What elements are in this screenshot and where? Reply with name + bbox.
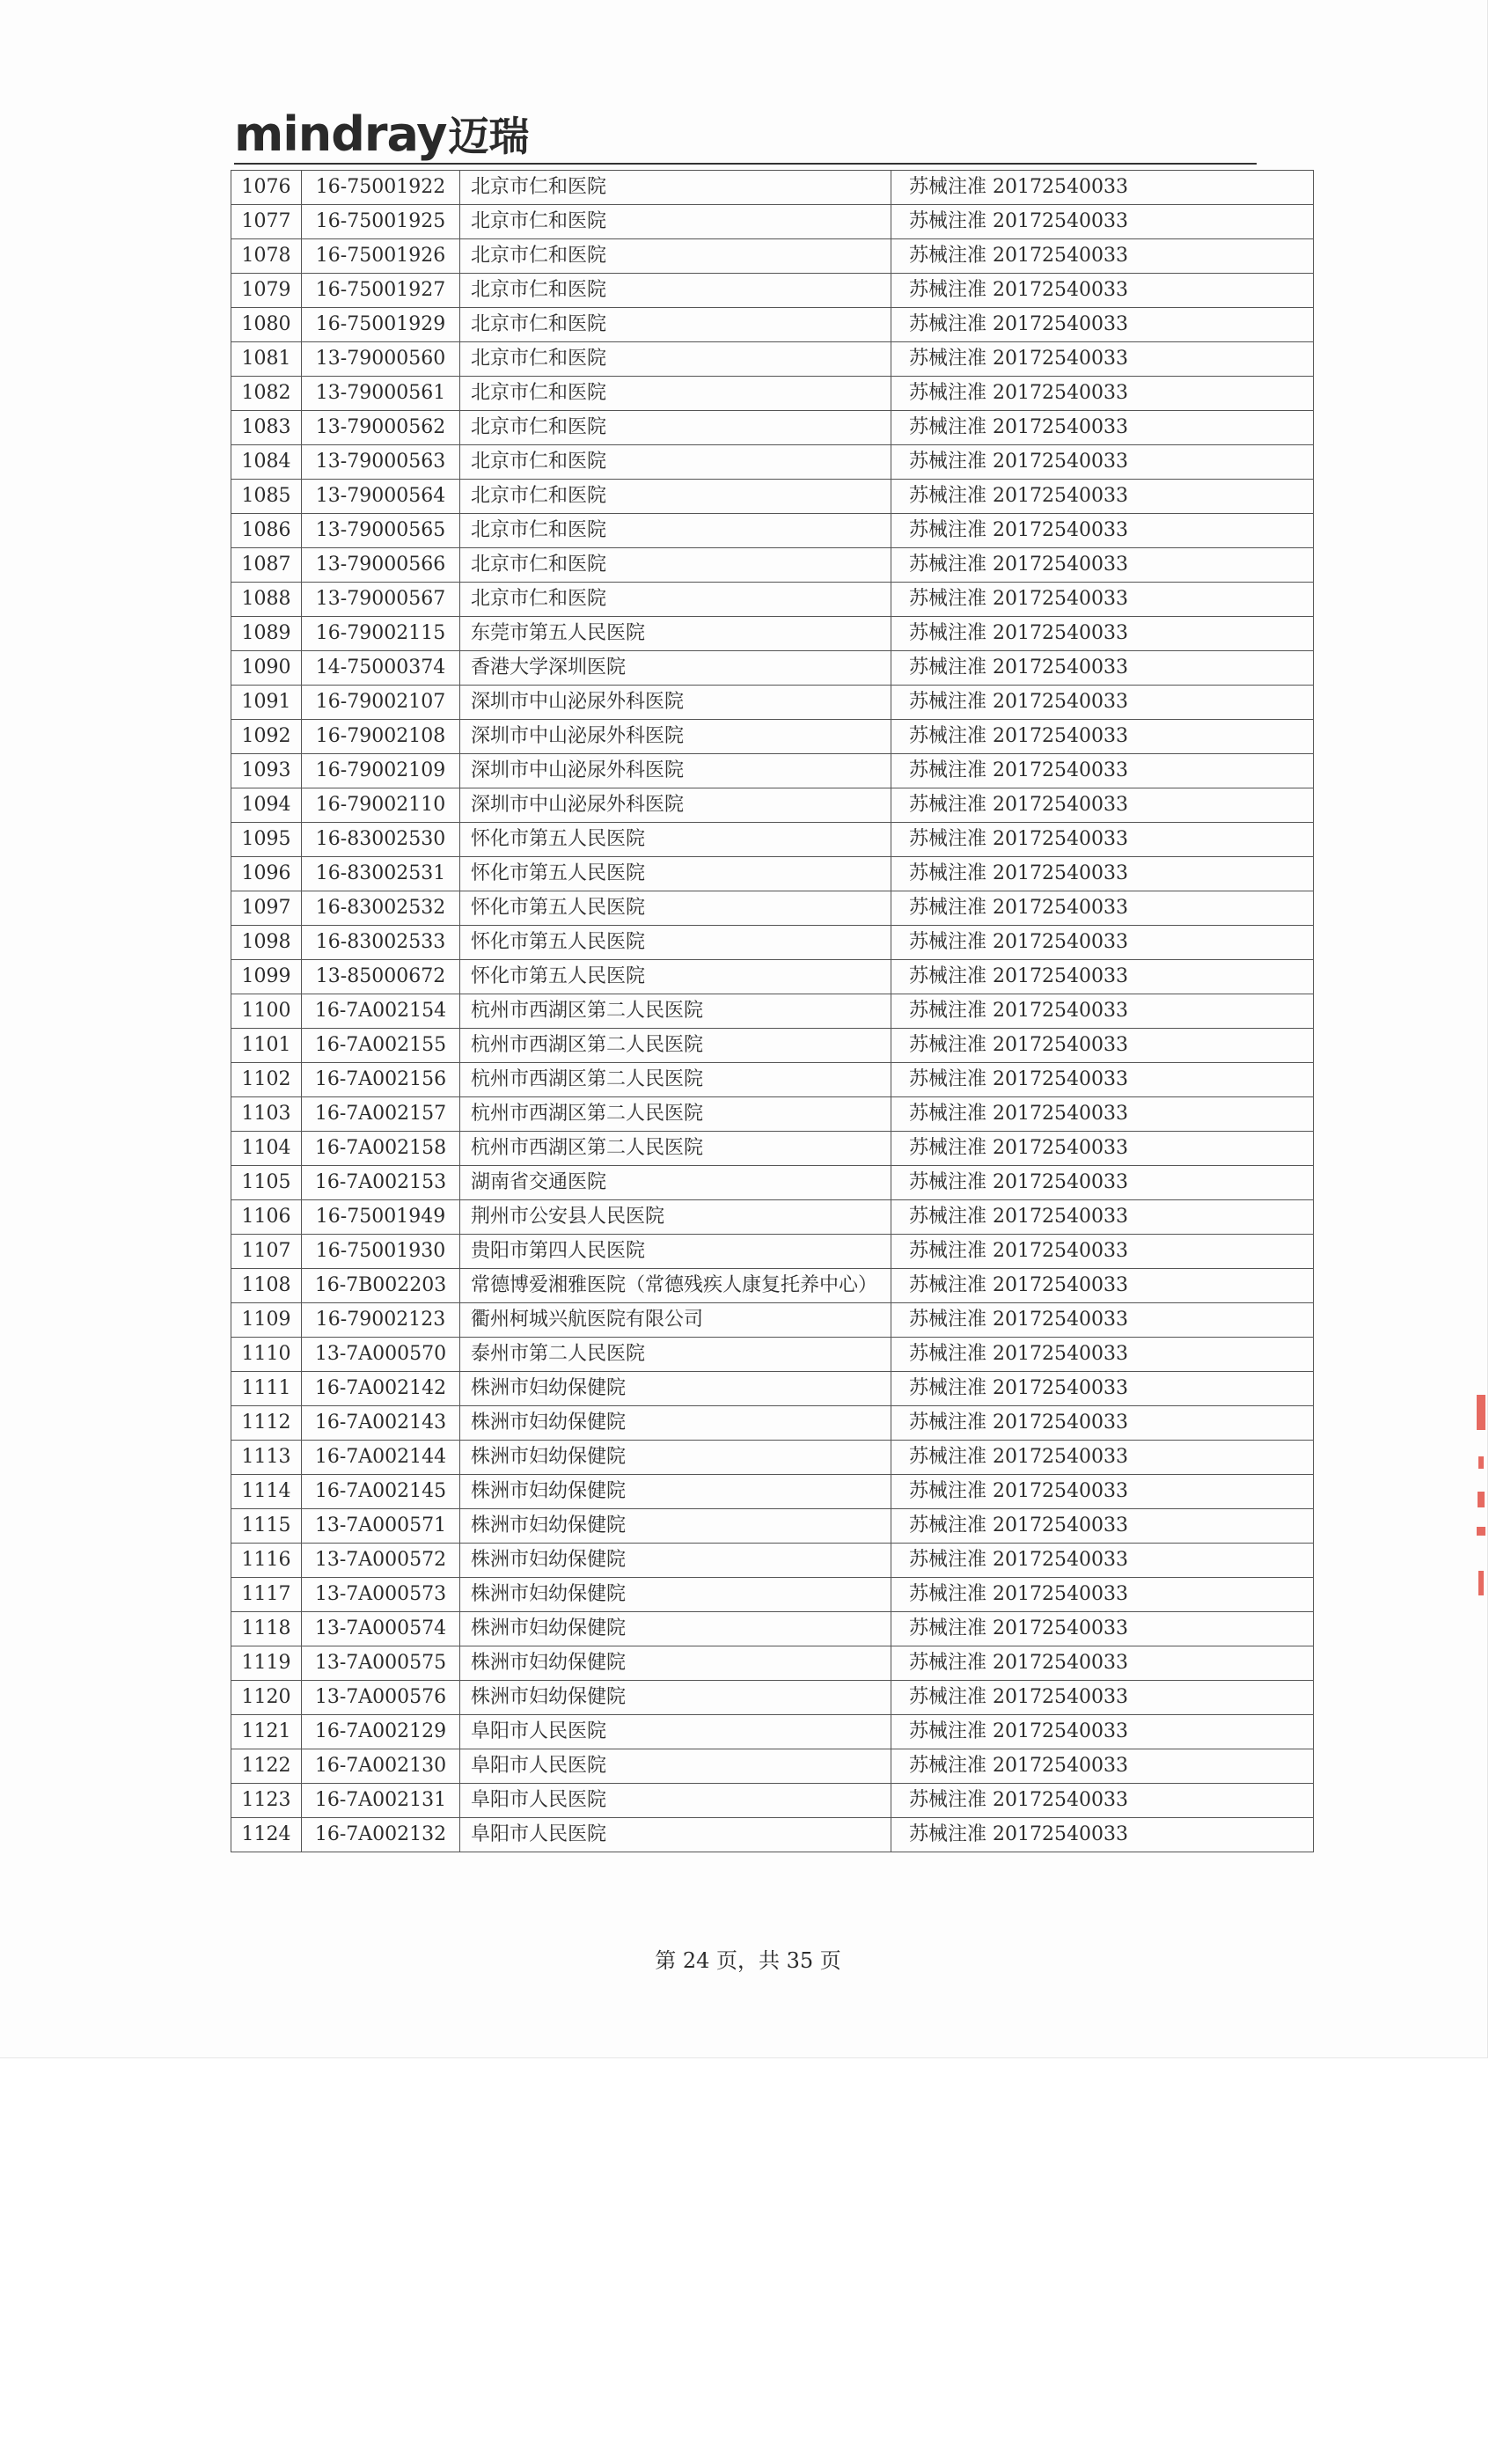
serial-number-cell: 16-7A002143: [302, 1406, 460, 1441]
registration-number-cell: 苏械注准 20172540033: [891, 308, 1314, 342]
row-number-cell: 1092: [231, 720, 302, 754]
row-number-cell: 1114: [231, 1475, 302, 1509]
serial-number-cell: 13-79000561: [302, 377, 460, 411]
stamp-fragment: [1478, 1492, 1485, 1507]
row-number-cell: 1119: [231, 1646, 302, 1681]
table-row: [231, 1612, 1314, 1646]
serial-number-cell: 16-7A002130: [302, 1749, 460, 1784]
table-row: [231, 1784, 1314, 1818]
registration-number-cell: 苏械注准 20172540033: [891, 1029, 1314, 1063]
serial-number-cell: 13-7A000572: [302, 1544, 460, 1578]
registration-number-cell: 苏械注准 20172540033: [891, 377, 1314, 411]
registration-number-cell: 苏械注准 20172540033: [891, 1235, 1314, 1269]
registration-number-cell: 苏械注准 20172540033: [891, 686, 1314, 720]
serial-number-cell: 16-7A002131: [302, 1784, 460, 1818]
registration-number-cell: 苏械注准 20172540033: [891, 1784, 1314, 1818]
serial-number-cell: 16-75001925: [302, 205, 460, 239]
table-row: [231, 1681, 1314, 1715]
registration-number-cell: 苏械注准 20172540033: [891, 274, 1314, 308]
table-row: [231, 1132, 1314, 1166]
row-number-cell: 1080: [231, 308, 302, 342]
table-row: [231, 891, 1314, 926]
serial-number-cell: 16-79002123: [302, 1303, 460, 1338]
registration-number-cell: 苏械注准 20172540033: [891, 1132, 1314, 1166]
page-number: 第 24 页，共 35 页: [655, 1948, 841, 1973]
serial-number-cell: 16-75001926: [302, 239, 460, 274]
stamp-fragment: [1477, 1395, 1485, 1430]
hospital-name-cell: 深圳市中山泌尿外科医院: [460, 788, 891, 823]
serial-number-cell: 16-7A002153: [302, 1166, 460, 1200]
serial-number-cell: 13-7A000574: [302, 1612, 460, 1646]
serial-number-cell: 16-7A002158: [302, 1132, 460, 1166]
registration-number-cell: 苏械注准 20172540033: [891, 1063, 1314, 1097]
hospital-name-cell: 杭州市西湖区第二人民医院: [460, 994, 891, 1029]
row-number-cell: 1093: [231, 754, 302, 788]
serial-number-cell: 16-79002115: [302, 617, 460, 651]
registration-number-cell: 苏械注准 20172540033: [891, 514, 1314, 548]
serial-number-cell: 16-83002530: [302, 823, 460, 857]
serial-number-cell: 16-7A002156: [302, 1063, 460, 1097]
row-number-cell: 1108: [231, 1269, 302, 1303]
row-number-cell: 1102: [231, 1063, 302, 1097]
registration-number-cell: 苏械注准 20172540033: [891, 342, 1314, 377]
hospital-name-cell: 北京市仁和医院: [460, 342, 891, 377]
table-row: [231, 1749, 1314, 1784]
table-row: [231, 651, 1314, 686]
serial-number-cell: 16-75001922: [302, 171, 460, 205]
row-number-cell: 1090: [231, 651, 302, 686]
table-row: [231, 617, 1314, 651]
hospital-name-cell: 杭州市西湖区第二人民医院: [460, 1029, 891, 1063]
serial-number-cell: 13-7A000575: [302, 1646, 460, 1681]
hospital-name-cell: 北京市仁和医院: [460, 514, 891, 548]
hospital-name-cell: 北京市仁和医院: [460, 377, 891, 411]
header-rule: [234, 163, 1257, 165]
serial-number-cell: 13-79000565: [302, 514, 460, 548]
logo-wordmark-en: mindray: [234, 106, 447, 162]
hospital-name-cell: 怀化市第五人民医院: [460, 823, 891, 857]
hospital-name-cell: 怀化市第五人民医院: [460, 960, 891, 994]
table-row: [231, 960, 1314, 994]
row-number-cell: 1081: [231, 342, 302, 377]
table-row: [231, 788, 1314, 823]
table-body: [231, 171, 1314, 1852]
serial-number-cell: 16-83002531: [302, 857, 460, 891]
registration-number-cell: 苏械注准 20172540033: [891, 1200, 1314, 1235]
hospital-name-cell: 株洲市妇幼保健院: [460, 1612, 891, 1646]
row-number-cell: 1076: [231, 171, 302, 205]
row-number-cell: 1098: [231, 926, 302, 960]
table-row: [231, 1303, 1314, 1338]
table-row: [231, 1441, 1314, 1475]
serial-number-cell: 16-79002110: [302, 788, 460, 823]
serial-number-cell: 16-7A002155: [302, 1029, 460, 1063]
table-row: [231, 1646, 1314, 1681]
registration-number-cell: 苏械注准 20172540033: [891, 926, 1314, 960]
registration-number-cell: 苏械注准 20172540033: [891, 1749, 1314, 1784]
serial-number-cell: 16-75001929: [302, 308, 460, 342]
row-number-cell: 1091: [231, 686, 302, 720]
registration-number-cell: 苏械注准 20172540033: [891, 823, 1314, 857]
row-number-cell: 1078: [231, 239, 302, 274]
table-row: [231, 1097, 1314, 1132]
registration-number-cell: 苏械注准 20172540033: [891, 1303, 1314, 1338]
serial-number-cell: 13-79000567: [302, 583, 460, 617]
serial-number-cell: 13-79000563: [302, 445, 460, 480]
table-row: [231, 994, 1314, 1029]
table-row: [231, 342, 1314, 377]
hospital-name-cell: 阜阳市人民医院: [460, 1784, 891, 1818]
hospital-name-cell: 香港大学深圳医院: [460, 651, 891, 686]
hospital-name-cell: 株洲市妇幼保健院: [460, 1646, 891, 1681]
registration-number-cell: 苏械注准 20172540033: [891, 1612, 1314, 1646]
row-number-cell: 1083: [231, 411, 302, 445]
table-row: [231, 1578, 1314, 1612]
registration-number-cell: 苏械注准 20172540033: [891, 1338, 1314, 1372]
registration-number-cell: 苏械注准 20172540033: [891, 548, 1314, 583]
row-number-cell: 1077: [231, 205, 302, 239]
hospital-name-cell: 深圳市中山泌尿外科医院: [460, 754, 891, 788]
row-number-cell: 1079: [231, 274, 302, 308]
stamp-marks: [1477, 1395, 1485, 1595]
registration-number-cell: 苏械注准 20172540033: [891, 1269, 1314, 1303]
table-row: [231, 1029, 1314, 1063]
registration-number-cell: 苏械注准 20172540033: [891, 891, 1314, 926]
hospital-name-cell: 泰州市第二人民医院: [460, 1338, 891, 1372]
serial-number-cell: 16-7A002145: [302, 1475, 460, 1509]
row-number-cell: 1094: [231, 788, 302, 823]
table-row: [231, 1509, 1314, 1544]
row-number-cell: 1088: [231, 583, 302, 617]
hospital-name-cell: 怀化市第五人民医院: [460, 926, 891, 960]
hospital-name-cell: 株洲市妇幼保健院: [460, 1406, 891, 1441]
registration-number-cell: 苏械注准 20172540033: [891, 1578, 1314, 1612]
row-number-cell: 1120: [231, 1681, 302, 1715]
row-number-cell: 1101: [231, 1029, 302, 1063]
row-number-cell: 1085: [231, 480, 302, 514]
table-row: [231, 926, 1314, 960]
registration-number-cell: 苏械注准 20172540033: [891, 1509, 1314, 1544]
serial-number-cell: 16-7A002132: [302, 1818, 460, 1852]
row-number-cell: 1105: [231, 1166, 302, 1200]
serial-number-cell: 16-75001949: [302, 1200, 460, 1235]
row-number-cell: 1087: [231, 548, 302, 583]
hospital-name-cell: 杭州市西湖区第二人民医院: [460, 1097, 891, 1132]
registration-number-cell: 苏械注准 20172540033: [891, 480, 1314, 514]
serial-number-cell: 13-79000560: [302, 342, 460, 377]
hospital-name-cell: 杭州市西湖区第二人民医院: [460, 1132, 891, 1166]
table-row: [231, 1200, 1314, 1235]
row-number-cell: 1084: [231, 445, 302, 480]
registration-number-cell: 苏械注准 20172540033: [891, 1441, 1314, 1475]
table-row: [231, 171, 1314, 205]
row-number-cell: 1124: [231, 1818, 302, 1852]
table-row: [231, 411, 1314, 445]
table-row: [231, 377, 1314, 411]
row-number-cell: 1118: [231, 1612, 302, 1646]
table-row: [231, 308, 1314, 342]
registration-number-cell: 苏械注准 20172540033: [891, 1166, 1314, 1200]
serial-number-cell: 16-79002108: [302, 720, 460, 754]
hospital-name-cell: 株洲市妇幼保健院: [460, 1441, 891, 1475]
serial-number-cell: 13-79000562: [302, 411, 460, 445]
serial-number-cell: 13-7A000571: [302, 1509, 460, 1544]
serial-number-cell: 14-75000374: [302, 651, 460, 686]
hospital-name-cell: 株洲市妇幼保健院: [460, 1681, 891, 1715]
hospital-name-cell: 阜阳市人民医院: [460, 1818, 891, 1852]
table-row: [231, 1063, 1314, 1097]
hospital-name-cell: 杭州市西湖区第二人民医院: [460, 1063, 891, 1097]
registration-number-cell: 苏械注准 20172540033: [891, 1406, 1314, 1441]
table-row: [231, 1338, 1314, 1372]
table-row: [231, 480, 1314, 514]
hospital-name-cell: 贵阳市第四人民医院: [460, 1235, 891, 1269]
hospital-name-cell: 株洲市妇幼保健院: [460, 1578, 891, 1612]
hospital-name-cell: 怀化市第五人民医院: [460, 857, 891, 891]
row-number-cell: 1095: [231, 823, 302, 857]
registration-number-cell: 苏械注准 20172540033: [891, 171, 1314, 205]
table-row: [231, 720, 1314, 754]
registration-table-container: [231, 170, 1314, 1852]
serial-number-cell: 16-7A002144: [302, 1441, 460, 1475]
table-row: [231, 1372, 1314, 1406]
serial-number-cell: 16-75001927: [302, 274, 460, 308]
serial-number-cell: 16-75001930: [302, 1235, 460, 1269]
serial-number-cell: 13-7A000570: [302, 1338, 460, 1372]
table-row: [231, 1544, 1314, 1578]
row-number-cell: 1110: [231, 1338, 302, 1372]
registration-number-cell: 苏械注准 20172540033: [891, 445, 1314, 480]
registration-number-cell: 苏械注准 20172540033: [891, 1097, 1314, 1132]
serial-number-cell: 16-7A002129: [302, 1715, 460, 1749]
row-number-cell: 1123: [231, 1784, 302, 1818]
hospital-name-cell: 株洲市妇幼保健院: [460, 1509, 891, 1544]
hospital-name-cell: 衢州柯城兴航医院有限公司: [460, 1303, 891, 1338]
table-row: [231, 514, 1314, 548]
table-row: [231, 1715, 1314, 1749]
registration-number-cell: 苏械注准 20172540033: [891, 1681, 1314, 1715]
table-row: [231, 239, 1314, 274]
hospital-name-cell: 怀化市第五人民医院: [460, 891, 891, 926]
registration-number-cell: 苏械注准 20172540033: [891, 239, 1314, 274]
registration-number-cell: 苏械注准 20172540033: [891, 1475, 1314, 1509]
serial-number-cell: 16-7A002142: [302, 1372, 460, 1406]
serial-number-cell: 16-7B002203: [302, 1269, 460, 1303]
row-number-cell: 1111: [231, 1372, 302, 1406]
hospital-name-cell: 株洲市妇幼保健院: [460, 1475, 891, 1509]
registration-table: [231, 170, 1314, 1852]
serial-number-cell: 16-7A002157: [302, 1097, 460, 1132]
row-number-cell: 1113: [231, 1441, 302, 1475]
row-number-cell: 1115: [231, 1509, 302, 1544]
table-row: [231, 1235, 1314, 1269]
row-number-cell: 1122: [231, 1749, 302, 1784]
registration-number-cell: 苏械注准 20172540033: [891, 1646, 1314, 1681]
serial-number-cell: 13-79000566: [302, 548, 460, 583]
row-number-cell: 1097: [231, 891, 302, 926]
registration-number-cell: 苏械注准 20172540033: [891, 857, 1314, 891]
hospital-name-cell: 阜阳市人民医院: [460, 1715, 891, 1749]
hospital-name-cell: 北京市仁和医院: [460, 480, 891, 514]
registration-number-cell: 苏械注准 20172540033: [891, 205, 1314, 239]
seal-stamp-edge: [1475, 1395, 1487, 1606]
row-number-cell: 1116: [231, 1544, 302, 1578]
registration-number-cell: 苏械注准 20172540033: [891, 720, 1314, 754]
table-row: [231, 823, 1314, 857]
serial-number-cell: 13-79000564: [302, 480, 460, 514]
table-row: [231, 686, 1314, 720]
serial-number-cell: 16-83002533: [302, 926, 460, 960]
registration-number-cell: 苏械注准 20172540033: [891, 411, 1314, 445]
hospital-name-cell: 株洲市妇幼保健院: [460, 1372, 891, 1406]
serial-number-cell: 13-7A000576: [302, 1681, 460, 1715]
registration-number-cell: 苏械注准 20172540033: [891, 754, 1314, 788]
stamp-fragment: [1477, 1527, 1485, 1536]
hospital-name-cell: 湖南省交通医院: [460, 1166, 891, 1200]
registration-number-cell: 苏械注准 20172540033: [891, 994, 1314, 1029]
hospital-name-cell: 株洲市妇幼保健院: [460, 1544, 891, 1578]
hospital-name-cell: 北京市仁和医院: [460, 308, 891, 342]
registration-number-cell: 苏械注准 20172540033: [891, 617, 1314, 651]
serial-number-cell: 16-83002532: [302, 891, 460, 926]
registration-number-cell: 苏械注准 20172540033: [891, 788, 1314, 823]
hospital-name-cell: 北京市仁和医院: [460, 445, 891, 480]
row-number-cell: 1103: [231, 1097, 302, 1132]
hospital-name-cell: 北京市仁和医院: [460, 239, 891, 274]
hospital-name-cell: 阜阳市人民医院: [460, 1749, 891, 1784]
row-number-cell: 1104: [231, 1132, 302, 1166]
row-number-cell: 1109: [231, 1303, 302, 1338]
row-number-cell: 1089: [231, 617, 302, 651]
stamp-fragment: [1478, 1456, 1484, 1469]
serial-number-cell: 16-79002107: [302, 686, 460, 720]
table-row: [231, 1406, 1314, 1441]
serial-number-cell: 16-7A002154: [302, 994, 460, 1029]
row-number-cell: 1086: [231, 514, 302, 548]
serial-number-cell: 13-7A000573: [302, 1578, 460, 1612]
stamp-fragment: [1478, 1571, 1484, 1595]
mindray-logo: [234, 88, 530, 162]
logo-wordmark-cn: 迈瑞: [448, 113, 530, 160]
registration-number-cell: 苏械注准 20172540033: [891, 1715, 1314, 1749]
table-row: [231, 1818, 1314, 1852]
table-row: [231, 445, 1314, 480]
hospital-name-cell: 东莞市第五人民医院: [460, 617, 891, 651]
table-row: [231, 205, 1314, 239]
registration-number-cell: 苏械注准 20172540033: [891, 583, 1314, 617]
row-number-cell: 1100: [231, 994, 302, 1029]
table-row: [231, 1166, 1314, 1200]
registration-number-cell: 苏械注准 20172540033: [891, 1818, 1314, 1852]
row-number-cell: 1082: [231, 377, 302, 411]
hospital-name-cell: 深圳市中山泌尿外科医院: [460, 686, 891, 720]
row-number-cell: 1117: [231, 1578, 302, 1612]
row-number-cell: 1106: [231, 1200, 302, 1235]
row-number-cell: 1112: [231, 1406, 302, 1441]
row-number-cell: 1121: [231, 1715, 302, 1749]
table-row: [231, 1475, 1314, 1509]
registration-number-cell: 苏械注准 20172540033: [891, 1544, 1314, 1578]
hospital-name-cell: 深圳市中山泌尿外科医院: [460, 720, 891, 754]
table-row: [231, 1269, 1314, 1303]
hospital-name-cell: 北京市仁和医院: [460, 411, 891, 445]
hospital-name-cell: 常德博爱湘雅医院（常德残疾人康复托养中心）: [460, 1269, 891, 1303]
row-number-cell: 1099: [231, 960, 302, 994]
table-row: [231, 754, 1314, 788]
row-number-cell: 1096: [231, 857, 302, 891]
table-row: [231, 857, 1314, 891]
hospital-name-cell: 北京市仁和医院: [460, 274, 891, 308]
table-row: [231, 548, 1314, 583]
hospital-name-cell: 北京市仁和医院: [460, 548, 891, 583]
hospital-name-cell: 北京市仁和医院: [460, 583, 891, 617]
hospital-name-cell: 荆州市公安县人民医院: [460, 1200, 891, 1235]
table-row: [231, 274, 1314, 308]
table-row: [231, 583, 1314, 617]
row-number-cell: 1107: [231, 1235, 302, 1269]
serial-number-cell: 16-79002109: [302, 754, 460, 788]
registration-number-cell: 苏械注准 20172540033: [891, 960, 1314, 994]
registration-number-cell: 苏械注准 20172540033: [891, 1372, 1314, 1406]
serial-number-cell: 13-85000672: [302, 960, 460, 994]
hospital-name-cell: 北京市仁和医院: [460, 171, 891, 205]
registration-number-cell: 苏械注准 20172540033: [891, 651, 1314, 686]
hospital-name-cell: 北京市仁和医院: [460, 205, 891, 239]
